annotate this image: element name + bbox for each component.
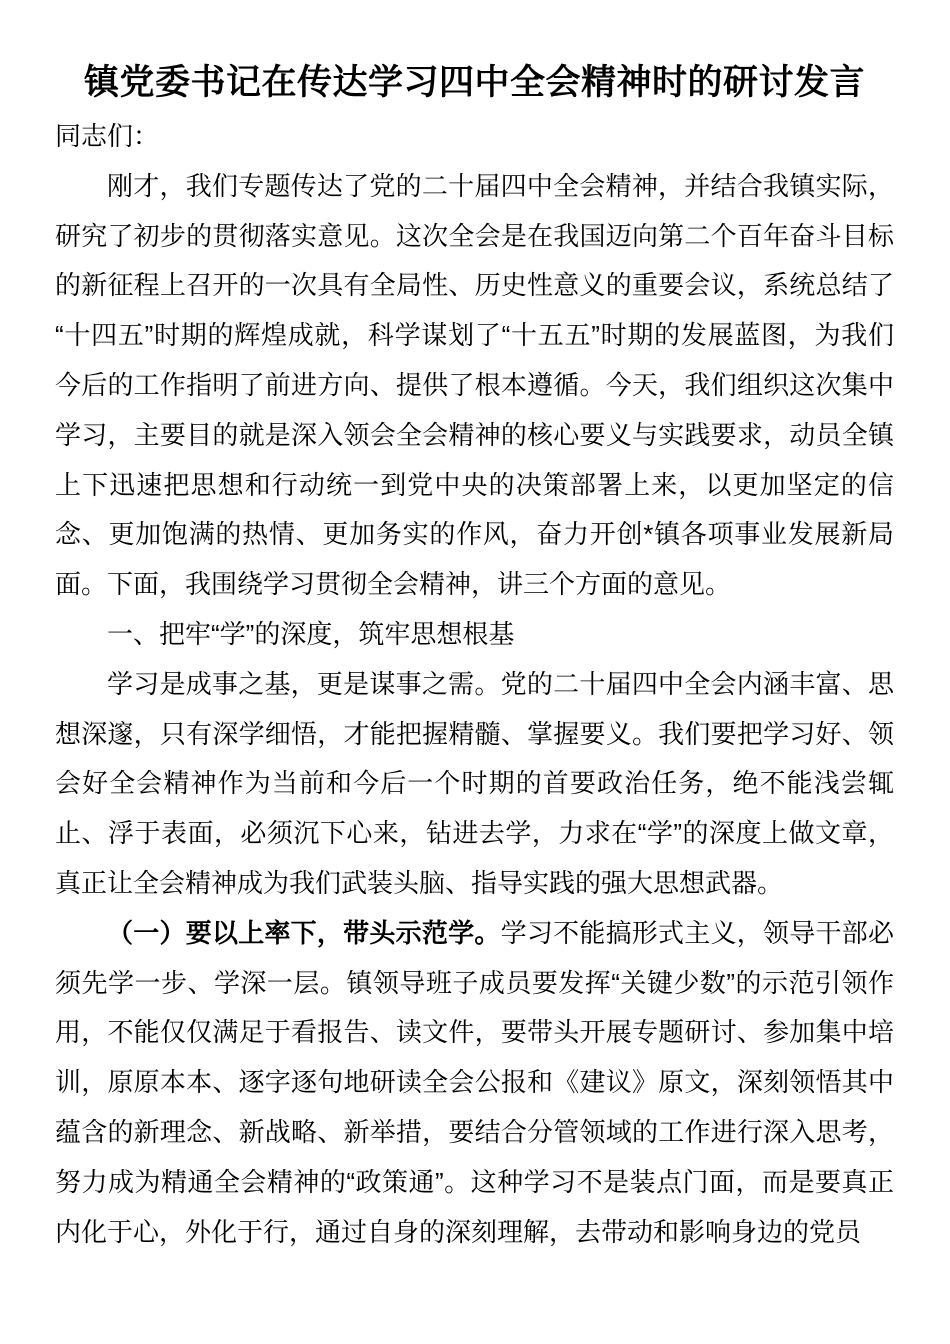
section-heading-1: 一、把牢“学”的深度，筑牢思想根基: [107, 618, 515, 649]
paragraph-study-foundation: 学习是成事之基，更是谋事之需。党的二十届四中全会内涵丰富、思想深邃，只有深学细悟，才能把握精髓、掌握要义。我们要把学习好、领会好全会精神作为当前和今后一个时期的首要政治任务，绝不能浅尝辄止、浮于表面，必须沉下心来，钻进去学，力求在“学”的深度上做文章，真正让全会精神成为我们武装头脑、指导实践的强大思想武器。: [55, 668, 894, 898]
paragraph-opening: 刚才，我们专题传达了党的二十届四中全会精神，并结合我镇实际，研究了初步的贯彻落实意见。这次全会是在我国迈向第二个百年奋斗目标的新征程上召开的一次具有全局性、历史性意义的重要会议，系统总结了“十四五”时期的辉煌成就，科学谋划了“十五五”时期的发展蓝图，为我们今后的工作指明了前进方向、提供了根本遵循。今天，我们组织这次集中学习，主要目的就是深入领会全会精神的核心要义与实践要求，动员全镇上下迅速把思想和行动统一到党中央的决策部署上来，以更加坚定的信念、更加饱满的热情、更加务实的作风，奋力开创*镇各项事业发展新局面。下面，我围绕学习贯彻全会精神，讲三个方面的意见。: [55, 170, 894, 600]
salutation: 同志们：: [55, 121, 160, 151]
paragraph-lead-by-example: [55, 909, 894, 1258]
document-body: [55, 112, 894, 1257]
paragraph-lead-bold: （一）要以上率下，带头示范学。: [107, 917, 501, 948]
document-title: 镇党委书记在传达学习四中全会精神时的研讨发言: [83, 63, 865, 102]
paragraph-lead-rest: 学习不能搞形式主义，领导干部必须先学一步、学深一层。镇领导班子成员要发挥“关键少数”的示范引领作用，不能仅仅满足于看报告、读文件，要带头开展专题研讨、参加集中培训，原原本本、逐字逐句地研读全会公报和《建议》原文，深刻领悟其中蕴含的新理念、新战略、新举措，要结合分管领域的工作进行深入思考，努力成为精通全会精神的“政策通”。这种学习不是装点门面，而是要真正内化于心，外化于行，通过自身的深刻理解，去带动和影响身边的党员: [55, 917, 894, 1247]
